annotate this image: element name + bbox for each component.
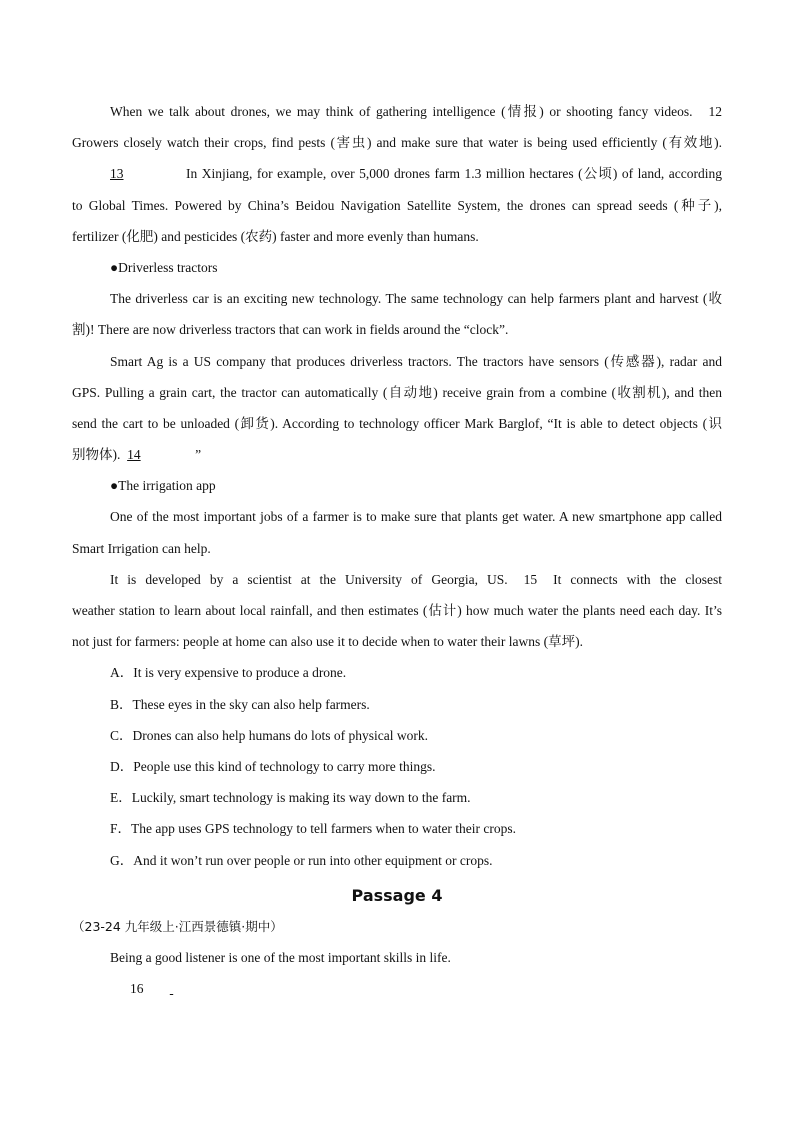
- paragraph-line: 割)! There are now driverless tractors that can work in fields around the “clock”.: [72, 322, 509, 338]
- text-span: It is developed by a scientist at the University of Georgia, US.: [110, 571, 508, 587]
- option-f: F．The app uses GPS technology to tell farmers when to water their crops.: [110, 821, 517, 837]
- paragraph-line: [72, 158, 722, 189]
- paragraph-line: Being a good listener is one of the most important skills in life.: [110, 949, 451, 965]
- text-span: 别物体).: [72, 447, 121, 463]
- option-a: A．It is very expensive to produce a drone.: [110, 665, 347, 681]
- paragraph-line: weather station to learn about local rainfall, and then estimates (估计) how much water the plants need each day. It’s: [72, 603, 722, 618]
- paragraph-line: not just for farmers: people at home can also use it to decide when to water their lawns (草坪).: [72, 634, 583, 650]
- paragraph-line: to Global Times. Powered by China’s Beidou Navigation Satellite System, the drones can spread seeds (种子),: [72, 197, 722, 213]
- paragraph-line: [72, 96, 722, 127]
- blank-15: 15: [523, 571, 538, 587]
- blank-12: 12: [708, 104, 722, 119]
- paragraph-line: Smart Ag is a US company that produces driverless tractors. The tractors have sensors (传感器), radar and: [110, 353, 722, 369]
- section-heading: ●The irrigation app: [110, 478, 216, 494]
- paragraph-line: GPS. Pulling a grain cart, the tractor can automatically (自动地) receive grain from a combine (收割机), and then: [72, 384, 722, 400]
- text-span: It connects with the closest: [553, 571, 722, 587]
- section-heading: ●Driverless tractors: [110, 259, 218, 275]
- passage-title: Passage 4: [351, 885, 443, 905]
- option-d: D．People use this kind of technology to carry more things.: [110, 758, 436, 774]
- paragraph-line: fertilizer (化肥) and pesticides (农药) faster and more evenly than humans.: [72, 228, 479, 244]
- paragraph-line: [72, 439, 722, 470]
- document-page: [72, 96, 722, 1004]
- blank-16-number: 16: [130, 980, 144, 996]
- paragraph-line: [72, 564, 722, 595]
- option-g: G．And it won’t run over people or run into other equipment or crops.: [110, 852, 493, 868]
- option-c: C．Drones can also help humans do lots of physical work.: [110, 727, 428, 743]
- option-e: E．Luckily, smart technology is making its way down to the farm.: [110, 790, 471, 806]
- paragraph-line: One of the most important jobs of a farmer is to make sure that plants get water. A new smartphone app called: [110, 509, 722, 525]
- option-b: B．These eyes in the sky can also help farmers.: [110, 696, 370, 712]
- paragraph-line: Growers closely watch their crops, find pests (害虫) and make sure that water is being used efficiently (有效地).: [72, 135, 722, 151]
- text-span: ”: [195, 447, 202, 463]
- blank-14: 14: [127, 447, 141, 463]
- paragraph-line: The driverless car is an exciting new technology. The same technology can help farmers plant and harvest (收: [110, 291, 722, 307]
- text-span: When we talk about drones, we may think of gathering intelligence (情报) or shooting fancy videos.: [110, 104, 693, 119]
- paragraph-line: send the cart to be unloaded (卸货). According to technology officer Mark Barglof, “It is able to detect objects (识: [72, 415, 722, 431]
- text-span: In Xinjiang, for example, over 5,000 drones farm 1.3 million hectares (公顷) of land, according: [186, 166, 722, 182]
- paragraph-line: Smart Irrigation can help.: [72, 540, 211, 556]
- answer-line: [72, 973, 722, 1004]
- blank-13: 13: [110, 166, 124, 182]
- passage-source: （23-24 九年级上·江西景德镇·期中）: [72, 918, 283, 934]
- blank-16-underline: [144, 973, 200, 1004]
